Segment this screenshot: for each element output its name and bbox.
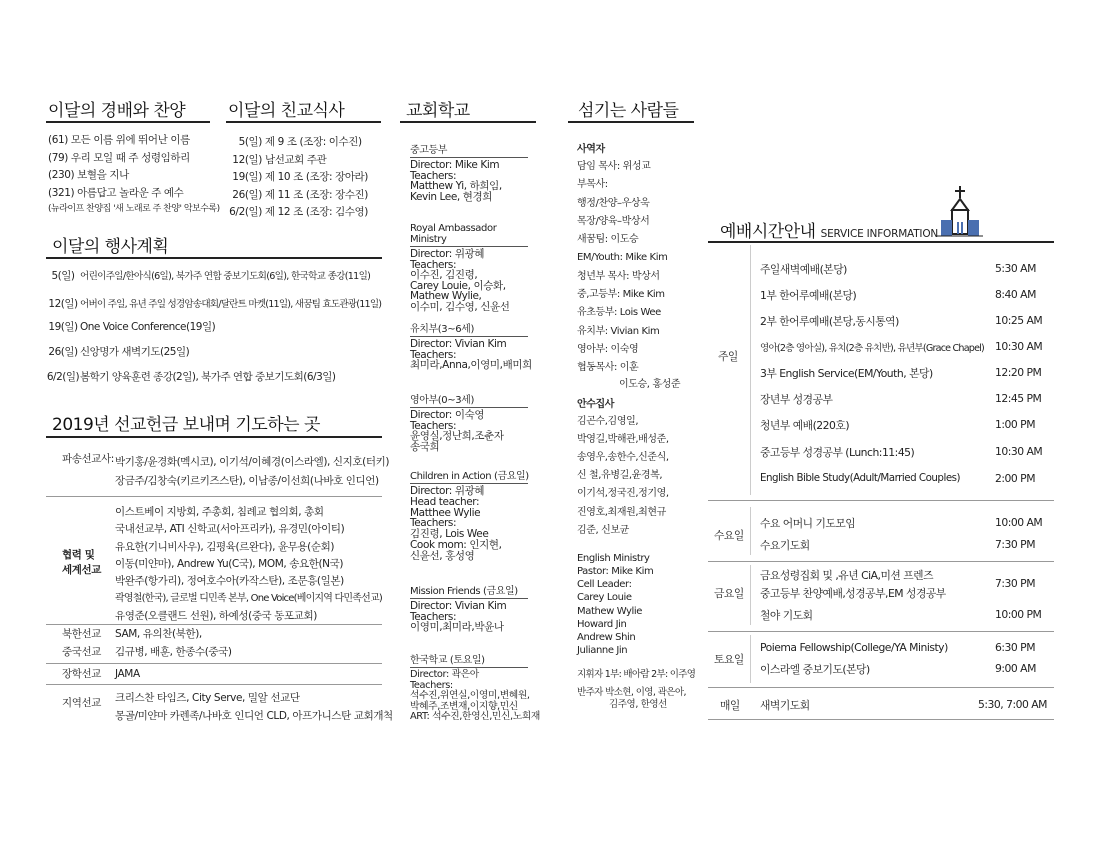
group-divider [708,687,1054,688]
coop-divider [46,624,382,625]
em-item: Mathew Wylie [577,605,643,617]
coop-line: 유요한(기니비사우), 김평육(르완다), 윤무용(순회) [115,540,335,553]
missionary-line: 장금주/김창숙(키르키즈스탄), 이남종/이선희(나바호 인디언) [115,475,379,487]
ministry-rule [410,246,528,247]
wednesday-divider [750,507,751,555]
service-time: 5:30, 7:00 AM [978,698,1047,711]
hymn-note: (뉴라이프 찬양집 '새 노래로 주 찬양' 악보수록) [48,204,220,214]
service-title: 예배시간안내 [720,222,816,242]
sunday-divider [750,245,751,495]
mission-title-rule [46,436,382,438]
ministry-line: 신윤선, 홍성영 [410,549,475,562]
ministry-rule [410,157,528,158]
ministry-line: 박혜주,조변재,이지향,민신 [410,700,518,712]
scholarship-divider [46,684,382,685]
fellowship-title-rule [226,121,381,123]
nk-label: 북한선교 [62,628,101,640]
ministry-line: 이수미, 김수영, 신윤선 [410,300,510,313]
fellowship-title: 이달의 친교식사 [228,101,345,121]
missionary-label: 파송선교사: [62,453,114,465]
event-row: 26(일) 신앙명가 새벽기도(25일) [48,346,190,358]
staff-item: 영아부: 이숙영 [577,343,639,355]
ministry-line: 이영미,최미라,박윤나 [410,621,504,633]
group-divider [708,500,1054,501]
school-title: 교회학교 [406,101,470,121]
service-time: 10:00 AM [995,516,1043,529]
servers-body [577,142,695,711]
ministry-line: Teachers: [410,348,457,361]
local-line: 크리스찬 타임즈, City Serve, 밀알 선교단 [115,692,300,704]
event-row: 5(일) 어린이주일/한아식(6일), 북가주 연합 중보기도회(6일), 한국학교 종강(11일) [51,270,371,282]
ministry-line: Director: Vivian Kim [410,338,507,350]
hymns-title: 이달의 경배와 찬양 [48,101,186,121]
missionary-divider [46,496,382,497]
service-name: 철야 기도회 [760,609,813,622]
service-name: 2부 한어루예배(본당,동시통역) [760,315,899,328]
school-title-rule [400,121,536,123]
ministry-title: 한국학교 (토요일) [410,655,485,666]
deacons-item: 박영길,박해관,배성준, [577,433,669,445]
service-title-rule [708,241,1054,243]
ministry-line: Director: 위광혜 [410,485,485,497]
ministry-line: 최미라,Anna,이영미,배미희 [410,359,532,371]
service-name: 1부 한어루예배(본당) [760,289,857,302]
ministry-line: Teachers: [410,610,457,623]
deacons-list [577,413,695,540]
staff-item: 부목사: [577,179,608,191]
events-title: 이달의 행사계획 [52,237,169,257]
group-divider [708,561,1054,562]
hymn-3: (230) 보혈을 지나 [48,169,129,181]
scholarship-text: JAMA [115,668,140,680]
coop-line: 유영준(오클랜드 선원), 하예성(중국 동포교회) [115,609,317,622]
service-time: 8:40 AM [995,288,1036,301]
service-name: 수요기도회 [760,539,810,552]
ministry-rule [410,483,528,484]
nk-text: SAM, 유의찬(북한), [115,628,202,640]
ministry-line: Matthew Yi, 하희임, [410,180,502,192]
service-time: 2:00 PM [995,472,1036,485]
events-title-rule [46,257,382,259]
ministry-line: Director: 위광혜 [410,248,485,260]
ministry-lines [410,670,540,723]
group-divider [708,631,1054,632]
deacons-item: 신 철,유병길,윤경복, [577,470,663,482]
em-item: Carey Louie [577,592,632,604]
em-item: Cell Leader: [577,579,632,591]
service-time: 7:30 PM [995,577,1036,590]
service-time: 12:45 PM [995,392,1042,405]
school-section [410,651,540,723]
service-time: 1:00 PM [995,418,1036,431]
fellowship-row: 26(일) 제 11 조 (조장: 장수진) [232,188,368,201]
staff-label: 사역자 [577,144,605,155]
ministry-line: 김진령, Lois Wee [410,528,489,541]
fellowship-row: 19(일) 제 10 조 (조장: 장아라) [232,171,368,183]
ministry-title: 중고등부 [410,145,448,156]
accompanist: 반주자 박소현, 이영, 곽은아, [577,687,686,699]
em-label: English Ministry [577,552,650,564]
ministry-line: Matthee Wylie [410,506,481,519]
ministry-line: Director: Mike Kim [410,159,500,171]
ministry-line: Head teacher: [410,495,480,508]
conductor: 지휘자 1부: 배아람 2부: 이주영 [577,669,696,681]
ministry-rule [410,667,528,668]
missionary-lines [115,453,389,491]
ministry-line: Teachers: [410,517,457,530]
china-divider [46,663,382,664]
scholarship-label: 장학선교 [62,668,101,680]
mission-title: 2019년 선교헌금 보내며 기도하는 곳 [52,415,320,435]
service-name: 영아(2층 영아실), 유치(2층 유치반), 유년부(Grace Chapel) [760,343,984,354]
service-time: 9:00 AM [995,662,1036,675]
staff-item: EM/Youth: Mike Kim [577,252,668,264]
ministry-lines [410,410,528,452]
service-name: 장년부 성경공부 [760,393,833,406]
school-section [410,141,528,202]
ministry-title: 유치부(3~6세) [410,324,474,335]
service-name: 중고등부 성경공부 (Lunch:11:45) [760,446,915,459]
ministry-lines [410,249,535,312]
ministry-line: 석수진,위연실,이영미,변혜원, [410,690,530,701]
event-row: 12(일) 어버이 주일, 유년 주일 성경암송대회/달란트 마켓(11일), 새꿈팀 효도관광(11일) [48,298,382,310]
ministry-line: ART: 석수진,한영신,민신,노희재 [410,711,540,722]
ministry-title: Mission Friends (금요일) [410,586,518,597]
school-section [410,391,528,452]
hymn-list [48,132,220,216]
ministry-line: Director: 이숙영 [410,409,485,421]
em-item: Andrew Shin [577,632,636,643]
service-time: 10:30 AM [995,340,1043,353]
coop-line: 이스트베이 지방회, 주총회, 침례교 협의회, 총회 [115,506,324,518]
ministry-line: 이수진, 김진령, [410,269,478,281]
ministry-line: 윤영실,정난희,조춘자 [410,430,504,442]
service-time: 10:00 PM [995,608,1042,621]
deacons-item: 김준, 신보균 [577,524,629,536]
service-name: 3부 English Service(EM/Youth, 본당) [760,367,933,380]
coop-line: 국내선교부, ATI 신학교(서아프리카), 유경민(아이티) [115,523,345,536]
fellowship-row: 5(일) 제 9 조 (조장: 이수진) [238,136,362,148]
coop-lines [115,504,382,625]
service-title-en: SERVICE INFORMATION [820,228,939,240]
missionary-line: 박기홍/윤경화(멕시코), 이기석/이혜경(이스라엘), 신지호(터키) [115,456,390,468]
staff-item: 유치부: Vivian Kim [577,325,660,337]
service-name: 이스라엘 중보기도(본당) [760,663,870,676]
staff-item: 목장/양육–박상서 [577,215,650,227]
deacons-item: 김곤수,김영일, [577,415,639,427]
coop-label [62,548,101,578]
service-name: 수요 어머니 기도모임 [760,517,856,530]
staff-item: 협동목사: 이훈 [577,362,639,374]
saturday-divider [750,635,751,683]
china-text: 김규병, 배훈, 한종수(중국) [115,646,232,658]
event-row: 6/2(일)봄학기 양육훈련 종강(2일), 북가주 연합 중보기도회(6/3일) [46,371,336,383]
service-time: 12:20 PM [995,366,1042,379]
hymn-1: (61) 모든 이름 위에 뛰어난 이름 [48,134,190,146]
staff-item: 중,고등부: Mike Kim [577,289,665,301]
service-time: 5:30 AM [995,262,1036,275]
service-name: 금요성령집회 및 ,유년 CiA,미션 프렌즈 [760,569,934,582]
day-label-sunday: 주일 [718,350,738,363]
service-time: 7:30 PM [995,538,1036,551]
ministry-lines [410,339,532,371]
school-section [410,223,535,312]
ministry-title: Children in Action (금요일) [410,471,529,482]
ministry-line: Director: Vivian Kim [410,600,507,612]
em-list [577,565,695,657]
local-line: 몽골/미얀마 카렌족/나바호 인디언 CLD, 아프가니스탄 교회개척 [115,710,393,722]
china-label: 중국선교 [62,646,101,658]
fellowship-row: 6/2(일) 제 12 조 (조장: 김수영) [229,206,368,218]
coop-label-line: 협력 및 [62,549,95,561]
deacons-item: 진영호,최재원,최현규 [577,506,666,518]
day-label-saturday: 토요일 [714,653,744,666]
day-label-wednesday: 수요일 [714,529,744,542]
ministry-line: Teachers: [410,679,453,691]
staff-item: 유초등부: Lois Wee [577,307,661,319]
service-name: 중고등부 찬양예배,성경공부,EM 성경공부 [760,587,946,600]
em-item: Julianne Jin [577,645,628,657]
ministry-lines [410,160,528,202]
group-divider [708,719,1054,720]
ministry-lines [410,601,528,633]
school-section [410,467,529,562]
ministry-rule [410,407,528,408]
event-row: 19(일) One Voice Conference(19일) [48,321,216,333]
service-time: 10:25 AM [995,314,1043,327]
deacons-item: 이기석,정국진,정기영, [577,488,669,500]
coop-line: 이동(미얀마), Andrew Yu(C국), MOM, 송요한(N국) [115,557,344,570]
service-name: 청년부 예배(220호) [760,419,850,432]
ministry-line: Kevin Lee, 현경희 [410,190,493,203]
fellowship-list [222,134,368,222]
fellowship-row: 12(일) 남선교회 주관 [232,153,327,166]
ministry-line: Teachers: [410,258,457,271]
service-time: 10:30 AM [995,445,1043,458]
ministry-line: Director: 곽은아 [410,669,479,680]
staff-item: 행정/찬양–우상욱 [577,197,650,209]
ministry-lines [410,486,529,562]
day-label-friday: 금요일 [714,587,744,600]
ministry-line: 송국희 [410,440,440,453]
school-section [410,582,528,633]
staff-item: 담임 목사: 위성교 [577,161,651,172]
ministry-rule [410,598,528,599]
staff-list [577,158,695,378]
servers-title-rule [568,121,694,123]
local-label: 지역선교 [62,697,101,709]
ministry-title: Royal Ambassador Ministry [410,223,497,245]
hymn-2: (79) 우리 모일 때 주 성령임하리 [48,151,190,164]
deacons-item: 송영우,송한수,신준식, [577,451,669,463]
service-name: English Bible Study(Adult/Married Couples) [760,472,961,484]
local-lines [115,689,393,725]
servers-title: 섬기는 사람들 [578,101,679,121]
ministry-line: Carey Louie, 이승화, [410,279,506,292]
ministry-rule [410,336,528,337]
church-icon [937,184,983,246]
hymn-4: (321) 아름답고 놀라운 주 예수 [48,186,184,199]
service-name: 주일새벽예배(본당) [760,263,847,276]
day-label-daily: 매일 [720,699,740,712]
service-name: Poiema Fellowship(College/YA Ministy) [760,641,948,654]
accompanist-cont: 김주영, 한영선 [609,699,667,711]
coop-line: 곽영철(한국), 글로벌 디민족 본부, One Voice(베이지역 다민족선교) [115,593,382,605]
em-item: Howard Jin [577,618,627,630]
service-time: 6:30 PM [995,641,1036,654]
ministry-line: Cook mom: 인지현, [410,538,502,551]
staff-item-cont: 이도승, 홍성준 [619,378,681,390]
ministry-title: 영아부(0~3세) [410,395,474,406]
staff-item: 새꿈팀: 이도승 [577,234,639,246]
coop-label-line: 세계선교 [62,564,101,576]
ministry-line: Teachers: [410,169,457,182]
hymns-title-rule [46,121,210,123]
ministry-line: Teachers: [410,419,457,432]
service-title-block [720,217,938,242]
coop-line: 박완주(항가리), 정여호수아(카작스탄), 조문흥(일본) [115,575,344,588]
em-item: Pastor: Mike Kim [577,565,654,577]
ministry-line: Mathew Wylie, [410,290,482,302]
service-name: 새벽기도회 [760,699,810,712]
school-section [410,320,532,371]
friday-divider [750,565,751,625]
deacons-label: 안수집사 [577,398,615,410]
staff-item: 청년부 목사: 박상서 [577,270,660,282]
